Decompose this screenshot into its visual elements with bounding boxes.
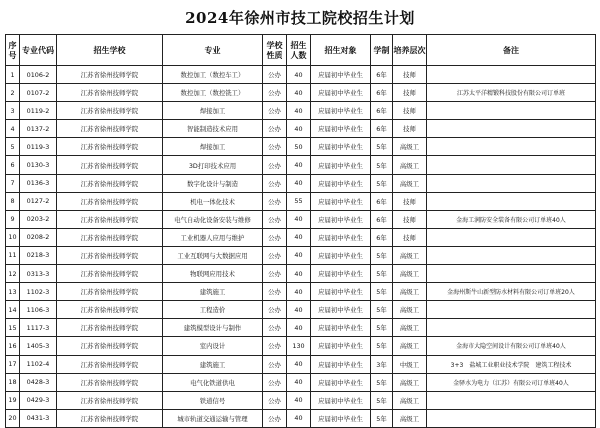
cell-count: 50 [287, 138, 311, 156]
cell-major: 数控加工（数控车工） [163, 66, 263, 84]
cell-nature: 公办 [263, 391, 287, 409]
cell-target: 应届初中毕业生 [311, 210, 371, 228]
cell-school: 江苏省徐州技师学院 [57, 246, 163, 264]
cell-level: 高级工 [393, 246, 427, 264]
cell-nature: 公办 [263, 66, 287, 84]
cell-code: 0313-3 [20, 265, 57, 283]
cell-count: 40 [287, 66, 311, 84]
cell-count: 40 [287, 409, 311, 427]
cell-target: 应届初中毕业生 [311, 174, 371, 192]
header-target: 招生对象 [311, 35, 371, 66]
cell-seq: 18 [6, 373, 20, 391]
cell-seq: 4 [6, 120, 20, 138]
cell-note [427, 192, 596, 210]
cell-target: 应届初中毕业生 [311, 246, 371, 264]
cell-school: 江苏省徐州技师学院 [57, 265, 163, 283]
header-note: 备注 [427, 35, 596, 66]
cell-school: 江苏省徐州技师学院 [57, 337, 163, 355]
cell-school: 江苏省徐州技师学院 [57, 156, 163, 174]
cell-code: 0119-2 [20, 102, 57, 120]
cell-count: 40 [287, 265, 311, 283]
table-row [6, 138, 596, 156]
cell-major: 建筑模型设计与制作 [163, 319, 263, 337]
cell-code: 0107-2 [20, 84, 57, 102]
cell-school: 江苏省徐州技师学院 [57, 138, 163, 156]
cell-school: 江苏省徐州技师学院 [57, 409, 163, 427]
cell-note [427, 228, 596, 246]
cell-nature: 公办 [263, 228, 287, 246]
cell-years: 5年 [371, 409, 393, 427]
cell-school: 江苏省徐州技师学院 [57, 355, 163, 373]
cell-level: 高级工 [393, 319, 427, 337]
table-row [6, 120, 596, 138]
table-body [6, 66, 596, 428]
cell-level: 高级工 [393, 156, 427, 174]
cell-target: 应届初中毕业生 [311, 319, 371, 337]
cell-target: 应届初中毕业生 [311, 391, 371, 409]
table-header-row [6, 35, 596, 66]
cell-school: 江苏省徐州技师学院 [57, 210, 163, 228]
table-row [6, 84, 596, 102]
cell-seq: 19 [6, 391, 20, 409]
table-row [6, 174, 596, 192]
cell-note: 金海市大隐空间设计有限公司订单班40人 [427, 337, 596, 355]
cell-years: 6年 [371, 66, 393, 84]
cell-years: 3年 [371, 355, 393, 373]
cell-code: 0218-3 [20, 246, 57, 264]
cell-note [427, 319, 596, 337]
cell-nature: 公办 [263, 192, 287, 210]
cell-target: 应届初中毕业生 [311, 337, 371, 355]
cell-major: 工程造价 [163, 301, 263, 319]
cell-count: 130 [287, 337, 311, 355]
cell-nature: 公办 [263, 283, 287, 301]
cell-nature: 公办 [263, 355, 287, 373]
cell-school: 江苏省徐州技师学院 [57, 373, 163, 391]
cell-level: 高级工 [393, 265, 427, 283]
cell-seq: 12 [6, 265, 20, 283]
table-row [6, 283, 596, 301]
cell-note: 江苏太平洋精锻科技股份有限公司订单班 [427, 84, 596, 102]
cell-code: 0431-3 [20, 409, 57, 427]
cell-level: 技师 [393, 66, 427, 84]
table-row [6, 66, 596, 84]
cell-count: 40 [287, 228, 311, 246]
cell-nature: 公办 [263, 102, 287, 120]
table-row [6, 355, 596, 373]
cell-seq: 20 [6, 409, 20, 427]
cell-school: 江苏省徐州技师学院 [57, 174, 163, 192]
cell-count: 40 [287, 355, 311, 373]
cell-code: 0130-3 [20, 156, 57, 174]
cell-note [427, 66, 596, 84]
header-major: 专业 [163, 35, 263, 66]
cell-level: 高级工 [393, 283, 427, 301]
cell-target: 应届初中毕业生 [311, 283, 371, 301]
cell-note: 金海工润防安全装备有限公司订单班40人 [427, 210, 596, 228]
cell-code: 0119-3 [20, 138, 57, 156]
cell-seq: 9 [6, 210, 20, 228]
cell-nature: 公办 [263, 301, 287, 319]
cell-note: 金海州斯牛山新型防水材料有限公司订单班20人 [427, 283, 596, 301]
cell-major: 室内设计 [163, 337, 263, 355]
cell-years: 5年 [371, 265, 393, 283]
cell-years: 5年 [371, 138, 393, 156]
cell-nature: 公办 [263, 138, 287, 156]
cell-target: 应届初中毕业生 [311, 102, 371, 120]
cell-major: 机电一体化技术 [163, 192, 263, 210]
cell-target: 应届初中毕业生 [311, 265, 371, 283]
cell-school: 江苏省徐州技师学院 [57, 84, 163, 102]
cell-years: 6年 [371, 102, 393, 120]
cell-note: 金驿水为电力（江苏）有限公司订单班40人 [427, 373, 596, 391]
cell-major: 电气自动化设备安装与维修 [163, 210, 263, 228]
cell-nature: 公办 [263, 337, 287, 355]
header-code: 专业代码 [20, 35, 57, 66]
cell-note [427, 156, 596, 174]
cell-level: 技师 [393, 192, 427, 210]
cell-count: 40 [287, 156, 311, 174]
cell-code: 0429-3 [20, 391, 57, 409]
cell-note [427, 409, 596, 427]
header-seq: 序号 [6, 35, 20, 66]
cell-note [427, 174, 596, 192]
cell-code: 0127-2 [20, 192, 57, 210]
cell-note [427, 138, 596, 156]
page-title: 2024年徐州市技工院校招生计划 [185, 9, 415, 27]
cell-major: 3D打印技术应用 [163, 156, 263, 174]
cell-school: 江苏省徐州技师学院 [57, 283, 163, 301]
cell-target: 应届初中毕业生 [311, 84, 371, 102]
cell-seq: 13 [6, 283, 20, 301]
cell-level: 技师 [393, 84, 427, 102]
cell-note [427, 265, 596, 283]
cell-major: 数字化设计与制造 [163, 174, 263, 192]
cell-school: 江苏省徐州技师学院 [57, 120, 163, 138]
cell-major: 焊接加工 [163, 138, 263, 156]
cell-target: 应届初中毕业生 [311, 228, 371, 246]
table-row [6, 337, 596, 355]
cell-level: 高级工 [393, 337, 427, 355]
table-row [6, 301, 596, 319]
cell-code: 0106-2 [20, 66, 57, 84]
cell-seq: 8 [6, 192, 20, 210]
cell-seq: 7 [6, 174, 20, 192]
cell-target: 应届初中毕业生 [311, 66, 371, 84]
table-row [6, 373, 596, 391]
table-row [6, 210, 596, 228]
cell-major: 智能制造技术应用 [163, 120, 263, 138]
cell-nature: 公办 [263, 210, 287, 228]
cell-seq: 5 [6, 138, 20, 156]
cell-note [427, 102, 596, 120]
cell-level: 中级工 [393, 355, 427, 373]
cell-code: 0203-2 [20, 210, 57, 228]
cell-code: 1106-3 [20, 301, 57, 319]
cell-school: 江苏省徐州技师学院 [57, 301, 163, 319]
cell-target: 应届初中毕业生 [311, 120, 371, 138]
cell-target: 应届初中毕业生 [311, 355, 371, 373]
cell-code: 0428-3 [20, 373, 57, 391]
table-row [6, 192, 596, 210]
enrollment-table [5, 34, 596, 428]
cell-major: 铁道信号 [163, 391, 263, 409]
cell-level: 高级工 [393, 138, 427, 156]
cell-count: 55 [287, 192, 311, 210]
cell-years: 5年 [371, 156, 393, 174]
cell-note [427, 246, 596, 264]
cell-nature: 公办 [263, 409, 287, 427]
cell-count: 40 [287, 210, 311, 228]
cell-major: 数控加工（数控铣工） [163, 84, 263, 102]
cell-target: 应届初中毕业生 [311, 409, 371, 427]
cell-code: 0208-2 [20, 228, 57, 246]
cell-count: 40 [287, 84, 311, 102]
cell-years: 5年 [371, 301, 393, 319]
cell-level: 高级工 [393, 373, 427, 391]
cell-years: 6年 [371, 192, 393, 210]
cell-seq: 10 [6, 228, 20, 246]
cell-code: 0137-2 [20, 120, 57, 138]
header-nature: 学校性质 [263, 35, 287, 66]
cell-school: 江苏省徐州技师学院 [57, 391, 163, 409]
header-years: 学制 [371, 35, 393, 66]
cell-count: 40 [287, 391, 311, 409]
cell-seq: 17 [6, 355, 20, 373]
cell-seq: 11 [6, 246, 20, 264]
table-row [6, 102, 596, 120]
table-row [6, 319, 596, 337]
cell-code: 1102-3 [20, 283, 57, 301]
cell-target: 应届初中毕业生 [311, 373, 371, 391]
cell-school: 江苏省徐州技师学院 [57, 102, 163, 120]
cell-school: 江苏省徐州技师学院 [57, 66, 163, 84]
cell-target: 应届初中毕业生 [311, 192, 371, 210]
cell-nature: 公办 [263, 319, 287, 337]
table-row [6, 391, 596, 409]
cell-major: 城市轨道交通运输与管理 [163, 409, 263, 427]
cell-count: 40 [287, 102, 311, 120]
cell-years: 5年 [371, 391, 393, 409]
cell-level: 高级工 [393, 409, 427, 427]
cell-nature: 公办 [263, 120, 287, 138]
cell-level: 高级工 [393, 174, 427, 192]
table-row [6, 246, 596, 264]
cell-nature: 公办 [263, 373, 287, 391]
table-row [6, 265, 596, 283]
cell-school: 江苏省徐州技师学院 [57, 319, 163, 337]
cell-level: 技师 [393, 228, 427, 246]
cell-major: 工业机器人应用与维护 [163, 228, 263, 246]
header-school: 招生学校 [57, 35, 163, 66]
cell-count: 40 [287, 373, 311, 391]
cell-seq: 6 [6, 156, 20, 174]
cell-nature: 公办 [263, 265, 287, 283]
table-row [6, 228, 596, 246]
cell-seq: 1 [6, 66, 20, 84]
table-row [6, 409, 596, 427]
cell-level: 高级工 [393, 301, 427, 319]
cell-years: 5年 [371, 174, 393, 192]
cell-target: 应届初中毕业生 [311, 301, 371, 319]
cell-note [427, 301, 596, 319]
cell-major: 电气化铁道供电 [163, 373, 263, 391]
cell-count: 40 [287, 174, 311, 192]
cell-level: 技师 [393, 210, 427, 228]
cell-note: 3+3 盐城工业职业技术学院 建筑工程技术 [427, 355, 596, 373]
cell-major: 物联网应用技术 [163, 265, 263, 283]
cell-count: 40 [287, 319, 311, 337]
cell-level: 高级工 [393, 391, 427, 409]
cell-level: 技师 [393, 102, 427, 120]
cell-years: 6年 [371, 228, 393, 246]
cell-years: 6年 [371, 210, 393, 228]
cell-years: 6年 [371, 120, 393, 138]
cell-note [427, 391, 596, 409]
table-row [6, 156, 596, 174]
cell-count: 40 [287, 120, 311, 138]
cell-count: 40 [287, 283, 311, 301]
cell-seq: 2 [6, 84, 20, 102]
cell-code: 1405-3 [20, 337, 57, 355]
cell-years: 5年 [371, 319, 393, 337]
cell-code: 0136-3 [20, 174, 57, 192]
cell-nature: 公办 [263, 156, 287, 174]
cell-code: 1102-4 [20, 355, 57, 373]
cell-major: 焊接加工 [163, 102, 263, 120]
cell-major: 工业互联网与大数据应用 [163, 246, 263, 264]
cell-school: 江苏省徐州技师学院 [57, 192, 163, 210]
cell-years: 5年 [371, 373, 393, 391]
cell-major: 建筑施工 [163, 355, 263, 373]
cell-seq: 15 [6, 319, 20, 337]
cell-seq: 16 [6, 337, 20, 355]
cell-years: 5年 [371, 283, 393, 301]
cell-years: 6年 [371, 84, 393, 102]
cell-years: 5年 [371, 337, 393, 355]
cell-years: 5年 [371, 246, 393, 264]
cell-nature: 公办 [263, 246, 287, 264]
cell-level: 技师 [393, 120, 427, 138]
cell-count: 40 [287, 246, 311, 264]
cell-note [427, 120, 596, 138]
cell-count: 40 [287, 301, 311, 319]
header-level: 培养层次 [393, 35, 427, 66]
cell-seq: 14 [6, 301, 20, 319]
cell-seq: 3 [6, 102, 20, 120]
cell-nature: 公办 [263, 174, 287, 192]
header-count: 招生人数 [287, 35, 311, 66]
cell-target: 应届初中毕业生 [311, 138, 371, 156]
cell-major: 建筑施工 [163, 283, 263, 301]
cell-nature: 公办 [263, 84, 287, 102]
cell-target: 应届初中毕业生 [311, 156, 371, 174]
cell-school: 江苏省徐州技师学院 [57, 228, 163, 246]
cell-code: 1117-3 [20, 319, 57, 337]
